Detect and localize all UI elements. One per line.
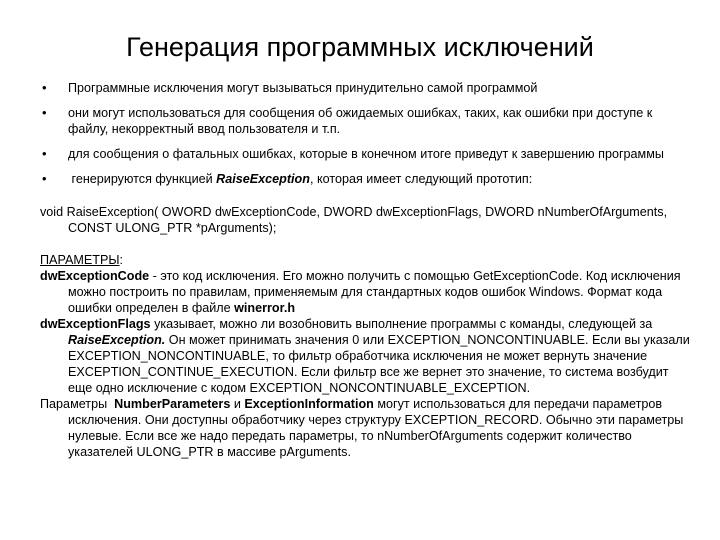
- param-description: [40, 396, 690, 460]
- bullet-text: для сообщения о фатальных ошибках, которые в конечном итоге приведут к завершению программы: [68, 147, 664, 161]
- param-name: ExceptionInformation: [244, 397, 374, 411]
- param-text: Он может принимать значения 0 или EXCEPTION_NONCONTINUABLE. Если вы указали EXCEPTION_NONCONTINUABLE, то фильтр обработчика исключения не может вернуть значение EXCEPTION_CONTINUE_EXECUTION. Если фильтр все же вернет это значение, то система возбудит еще одно исключение с кодом EXCEPTION_NONCONTINUABLE_EXCEPTION.: [68, 333, 690, 395]
- param-text: Параметры: [40, 397, 115, 411]
- param-text: - это код исключения. Его можно получить с помощью GetExceptionCode. Код исключения можно построить по правилам, применяемым для стандартных кодов ошибок Windows. Формат кода ошибки определен в файле: [68, 269, 681, 315]
- param-description: [40, 268, 690, 316]
- params-heading-line: [40, 252, 690, 268]
- bullet-item: [40, 171, 690, 187]
- param-description: [40, 316, 690, 396]
- bullet-list: [40, 80, 690, 187]
- bullet-icon: •: [42, 171, 47, 186]
- bullet-item: [40, 146, 690, 162]
- function-name: RaiseException: [216, 172, 310, 186]
- param-name: NumberParameters: [114, 397, 231, 411]
- param-name: dwExceptionCode: [40, 269, 150, 283]
- param-text: и: [230, 397, 245, 411]
- params-colon: :: [119, 253, 124, 267]
- function-name: RaiseException.: [68, 333, 166, 347]
- bullet-icon: •: [42, 80, 47, 95]
- params-heading: ПАРАМЕТРЫ: [40, 253, 120, 267]
- function-prototype: void RaiseException( OWORD dwExceptionCode, DWORD dwExceptionFlags, DWORD nNumberOfArguments, CONST ULONG_PTR *pArguments);: [40, 205, 668, 235]
- slide-content: [40, 80, 690, 460]
- slide-title: Генерация программных исключений: [126, 32, 594, 62]
- file-name: winerror.h: [234, 301, 296, 315]
- bullet-text-post: , которая имеет следующий прототип:: [309, 172, 533, 186]
- bullet-text-pre: генерируются функцией: [68, 172, 217, 186]
- bullet-icon: •: [42, 146, 47, 161]
- param-text: могут использоваться для передачи параметров исключения. Они доступны обработчику через структуру EXCEPTION_RECORD. Обычно эти параметры нулевые. Если все же надо передать параметры, то nNumberOfArguments содержит количество указателей ULONG_PTR в массиве pArguments.: [68, 397, 684, 459]
- param-text: указывает, можно ли возобновить выполнение программы с команды, следующей за: [150, 317, 653, 331]
- bullet-item: [40, 80, 690, 96]
- bullet-item: [40, 105, 690, 137]
- bullet-text: Программные исключения могут вызываться принудительно самой программой: [68, 81, 538, 95]
- bullet-text: они могут использоваться для сообщения об ожидаемых ошибках, таких, как ошибки при доступе к файлу, некорректный ввод пользователя и т.п.: [68, 106, 653, 136]
- param-name: dwExceptionFlags: [40, 317, 151, 331]
- bullet-icon: •: [42, 105, 47, 120]
